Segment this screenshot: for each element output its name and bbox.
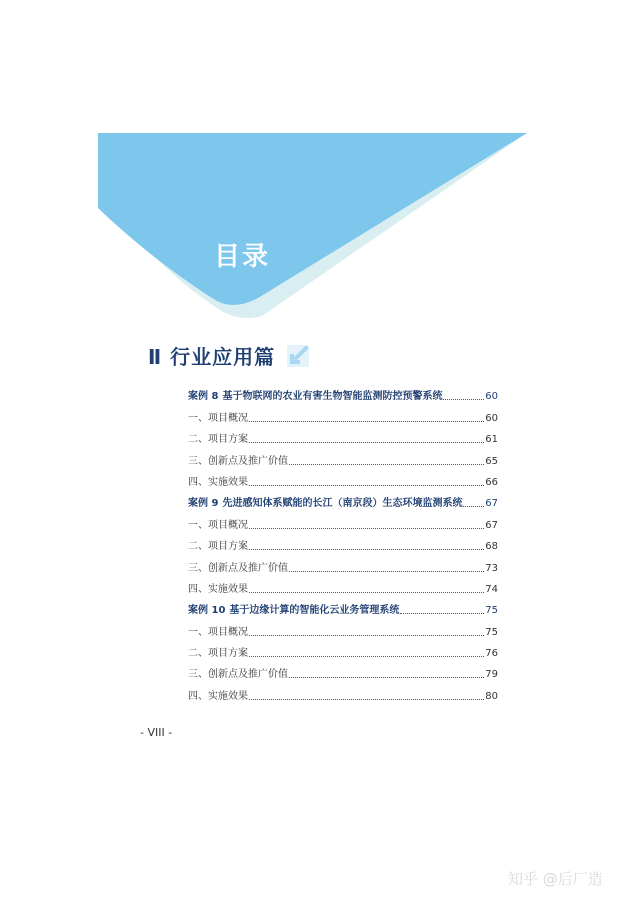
toc-subentry[interactable] (188, 425, 498, 446)
toc-entry-title: 三、创新点及推广价值 (188, 455, 288, 467)
toc-leader-dots (249, 656, 484, 657)
toc-case-entry[interactable] (188, 382, 498, 403)
toc-entry-title: 一、项目概况 (188, 626, 248, 638)
page-title: 目录 (214, 242, 271, 272)
toc-page-number: 76 (485, 648, 498, 660)
toc-entry-title: 四、实施效果 (188, 690, 248, 702)
toc-case-number: 案例 10 (188, 605, 226, 617)
toc-subentry[interactable] (188, 403, 498, 424)
toc-leader-dots (443, 399, 484, 400)
toc-page-number: 66 (485, 476, 498, 488)
toc-leader-dots (400, 613, 484, 614)
toc-leader-dots (463, 506, 484, 507)
toc-page-number: 73 (485, 562, 498, 574)
toc-case-entry[interactable] (188, 489, 498, 510)
toc-leader-dots (249, 549, 484, 550)
toc-page-number: 67 (485, 519, 498, 531)
toc-page-number: 79 (485, 669, 498, 681)
toc-entry-title: 一、项目概况 (188, 519, 248, 531)
toc-page-number: 61 (485, 434, 498, 446)
toc-leader-dots (249, 592, 484, 593)
toc-entry-title: 二、项目方案 (188, 541, 248, 553)
page-number: - VIII - (140, 726, 173, 739)
toc-page-number: 74 (485, 583, 498, 595)
toc-subentry[interactable] (188, 681, 498, 702)
toc-page-number: 60 (485, 391, 498, 403)
toc-entry-title: 基于边缘计算的智能化云业务管理系统 (229, 605, 400, 617)
toc-subentry[interactable] (188, 575, 498, 596)
toc-leader-dots (249, 635, 484, 636)
toc-leader-dots (289, 464, 484, 465)
toc-leader-dots (249, 485, 484, 486)
toc-page-number: 60 (485, 412, 498, 424)
toc-subentry[interactable] (188, 553, 498, 574)
toc-entry-title: 先进感知体系赋能的长江（南京段）生态环境监测系统 (222, 498, 463, 510)
toc-subentry[interactable] (188, 617, 498, 638)
section-heading-text: Ⅱ 行业应用篇 (148, 345, 276, 369)
toc-subentry[interactable] (188, 639, 498, 660)
toc-subentry[interactable] (188, 660, 498, 681)
toc-leader-dots (249, 528, 484, 529)
toc-page-number: 67 (485, 498, 498, 510)
toc-subentry[interactable] (188, 446, 498, 467)
arrow-down-left-icon (285, 343, 311, 369)
toc-page-number: 75 (485, 626, 498, 638)
table-of-contents (188, 382, 498, 703)
toc-page-number: 75 (485, 605, 498, 617)
toc-entry-title: 四、实施效果 (188, 583, 248, 595)
header-banner (0, 0, 640, 330)
toc-entry-title: 三、创新点及推广价值 (188, 669, 288, 681)
toc-page-number: 65 (485, 455, 498, 467)
toc-case-number: 案例 8 (188, 391, 219, 403)
toc-entry-title: 一、项目概况 (188, 412, 248, 424)
toc-page-number: 68 (485, 541, 498, 553)
toc-subentry[interactable] (188, 532, 498, 553)
toc-entry-title: 四、实施效果 (188, 476, 248, 488)
watermark: 知乎 @后厂造 (508, 870, 603, 888)
toc-entry-title: 二、项目方案 (188, 648, 248, 660)
toc-leader-dots (249, 421, 484, 422)
toc-entry-title: 二、项目方案 (188, 434, 248, 446)
toc-case-number: 案例 9 (188, 498, 219, 510)
toc-page-number: 80 (485, 690, 498, 702)
toc-leader-dots (289, 677, 484, 678)
toc-subentry[interactable] (188, 510, 498, 531)
toc-subentry[interactable] (188, 468, 498, 489)
toc-leader-dots (249, 442, 484, 443)
toc-entry-title: 基于物联网的农业有害生物智能监测防控预警系统 (222, 391, 443, 403)
toc-entry-title: 三、创新点及推广价值 (188, 562, 288, 574)
toc-leader-dots (289, 571, 484, 572)
toc-leader-dots (249, 699, 484, 700)
section-heading (148, 341, 311, 370)
toc-case-entry[interactable] (188, 596, 498, 617)
